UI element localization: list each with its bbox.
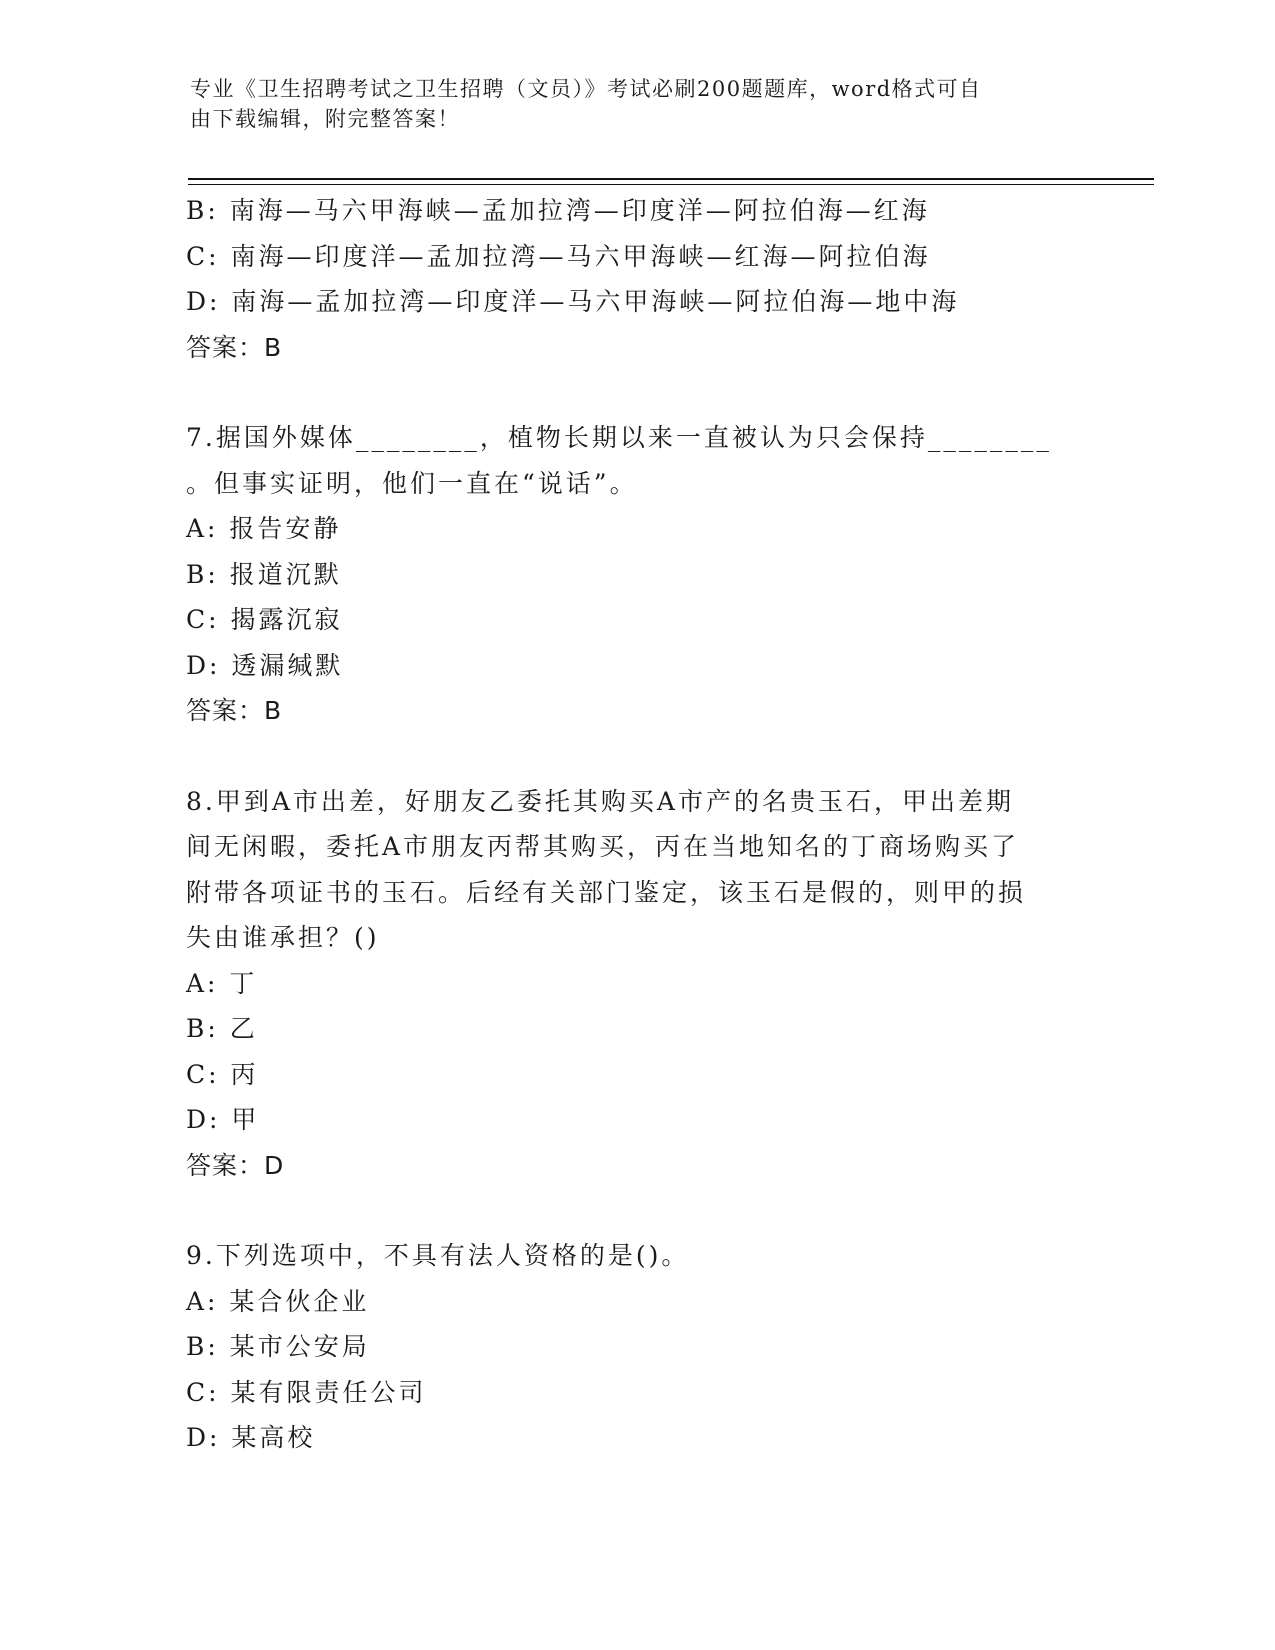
q8-stem-line-2: 间无闲暇，委托A市朋友丙帮其购买，丙在当地知名的丁商场购买了: [186, 832, 1020, 861]
q8-stem-line-1: 8.甲到A市出差，好朋友乙委托其购买A市产的名贵玉石，甲出差期: [186, 786, 1014, 816]
document-header: [190, 74, 1070, 134]
header-line-1: 专业《卫生招聘考试之卫生招聘（文员）》考试必刷200题题库，word格式可自: [190, 77, 982, 101]
question-7-block: [186, 415, 1086, 734]
q8-answer: 答案：D: [186, 1150, 285, 1180]
q8-stem-line-4: 失由谁承担？(): [186, 923, 380, 952]
q6-option-c: C: 南海—印度洋—孟加拉湾—马六甲海峡—红海—阿拉伯海: [186, 241, 931, 271]
q6-answer: 答案：B: [186, 332, 283, 362]
q6-option-d: D: 南海—孟加拉湾—印度洋—马六甲海峡—阿拉伯海—地中海: [186, 287, 960, 316]
q8-stem-line-3: 附带各项证书的玉石。后经有关部门鉴定，该玉石是假的，则甲的损: [186, 877, 1027, 907]
question-8-block: [186, 779, 1086, 1189]
q8-option-a: A: 丁: [186, 968, 258, 998]
spacer: [186, 370, 1086, 415]
q8-option-c: C: 丙: [186, 1059, 259, 1089]
question-list: [186, 188, 1086, 1461]
q6-option-b: B: 南海—马六甲海峡—孟加拉湾—印度洋—阿拉伯海—红海: [186, 196, 930, 225]
q7-option-d: D: 透漏缄默: [186, 650, 344, 680]
q9-option-c: C: 某有限责任公司: [186, 1377, 427, 1407]
q7-option-a: A: 报告安静: [186, 514, 342, 543]
q7-stem-line-2: 。但事实证明，他们一直在“说话”。: [186, 468, 638, 498]
q7-stem-line-1: 7.据国外媒体________，植物长期以来一直被认为只会保持________: [186, 423, 1052, 452]
q9-option-b: B: 某市公安局: [186, 1332, 370, 1361]
q9-option-d: D: 某高校: [186, 1423, 316, 1452]
question-6-block: [186, 188, 1086, 370]
spacer: [186, 734, 1086, 779]
q9-stem-line-1: 9.下列选项中，不具有法人资格的是()。: [186, 1241, 690, 1270]
q7-answer: 答案：B: [186, 696, 283, 725]
header-line-2: 由下载编辑，附完整答案！: [190, 107, 460, 131]
q8-option-d: D: 甲: [186, 1105, 260, 1134]
q8-option-b: B: 乙: [186, 1014, 258, 1043]
question-9-block: [186, 1233, 1086, 1461]
header-rule-thin: [188, 184, 1154, 185]
header-rule-thick: [188, 178, 1154, 180]
q7-option-b: B: 报道沉默: [186, 559, 342, 589]
spacer: [186, 1188, 1086, 1233]
q7-option-c: C: 揭露沉寂: [186, 605, 343, 634]
q9-option-a: A: 某合伙企业: [186, 1286, 370, 1316]
